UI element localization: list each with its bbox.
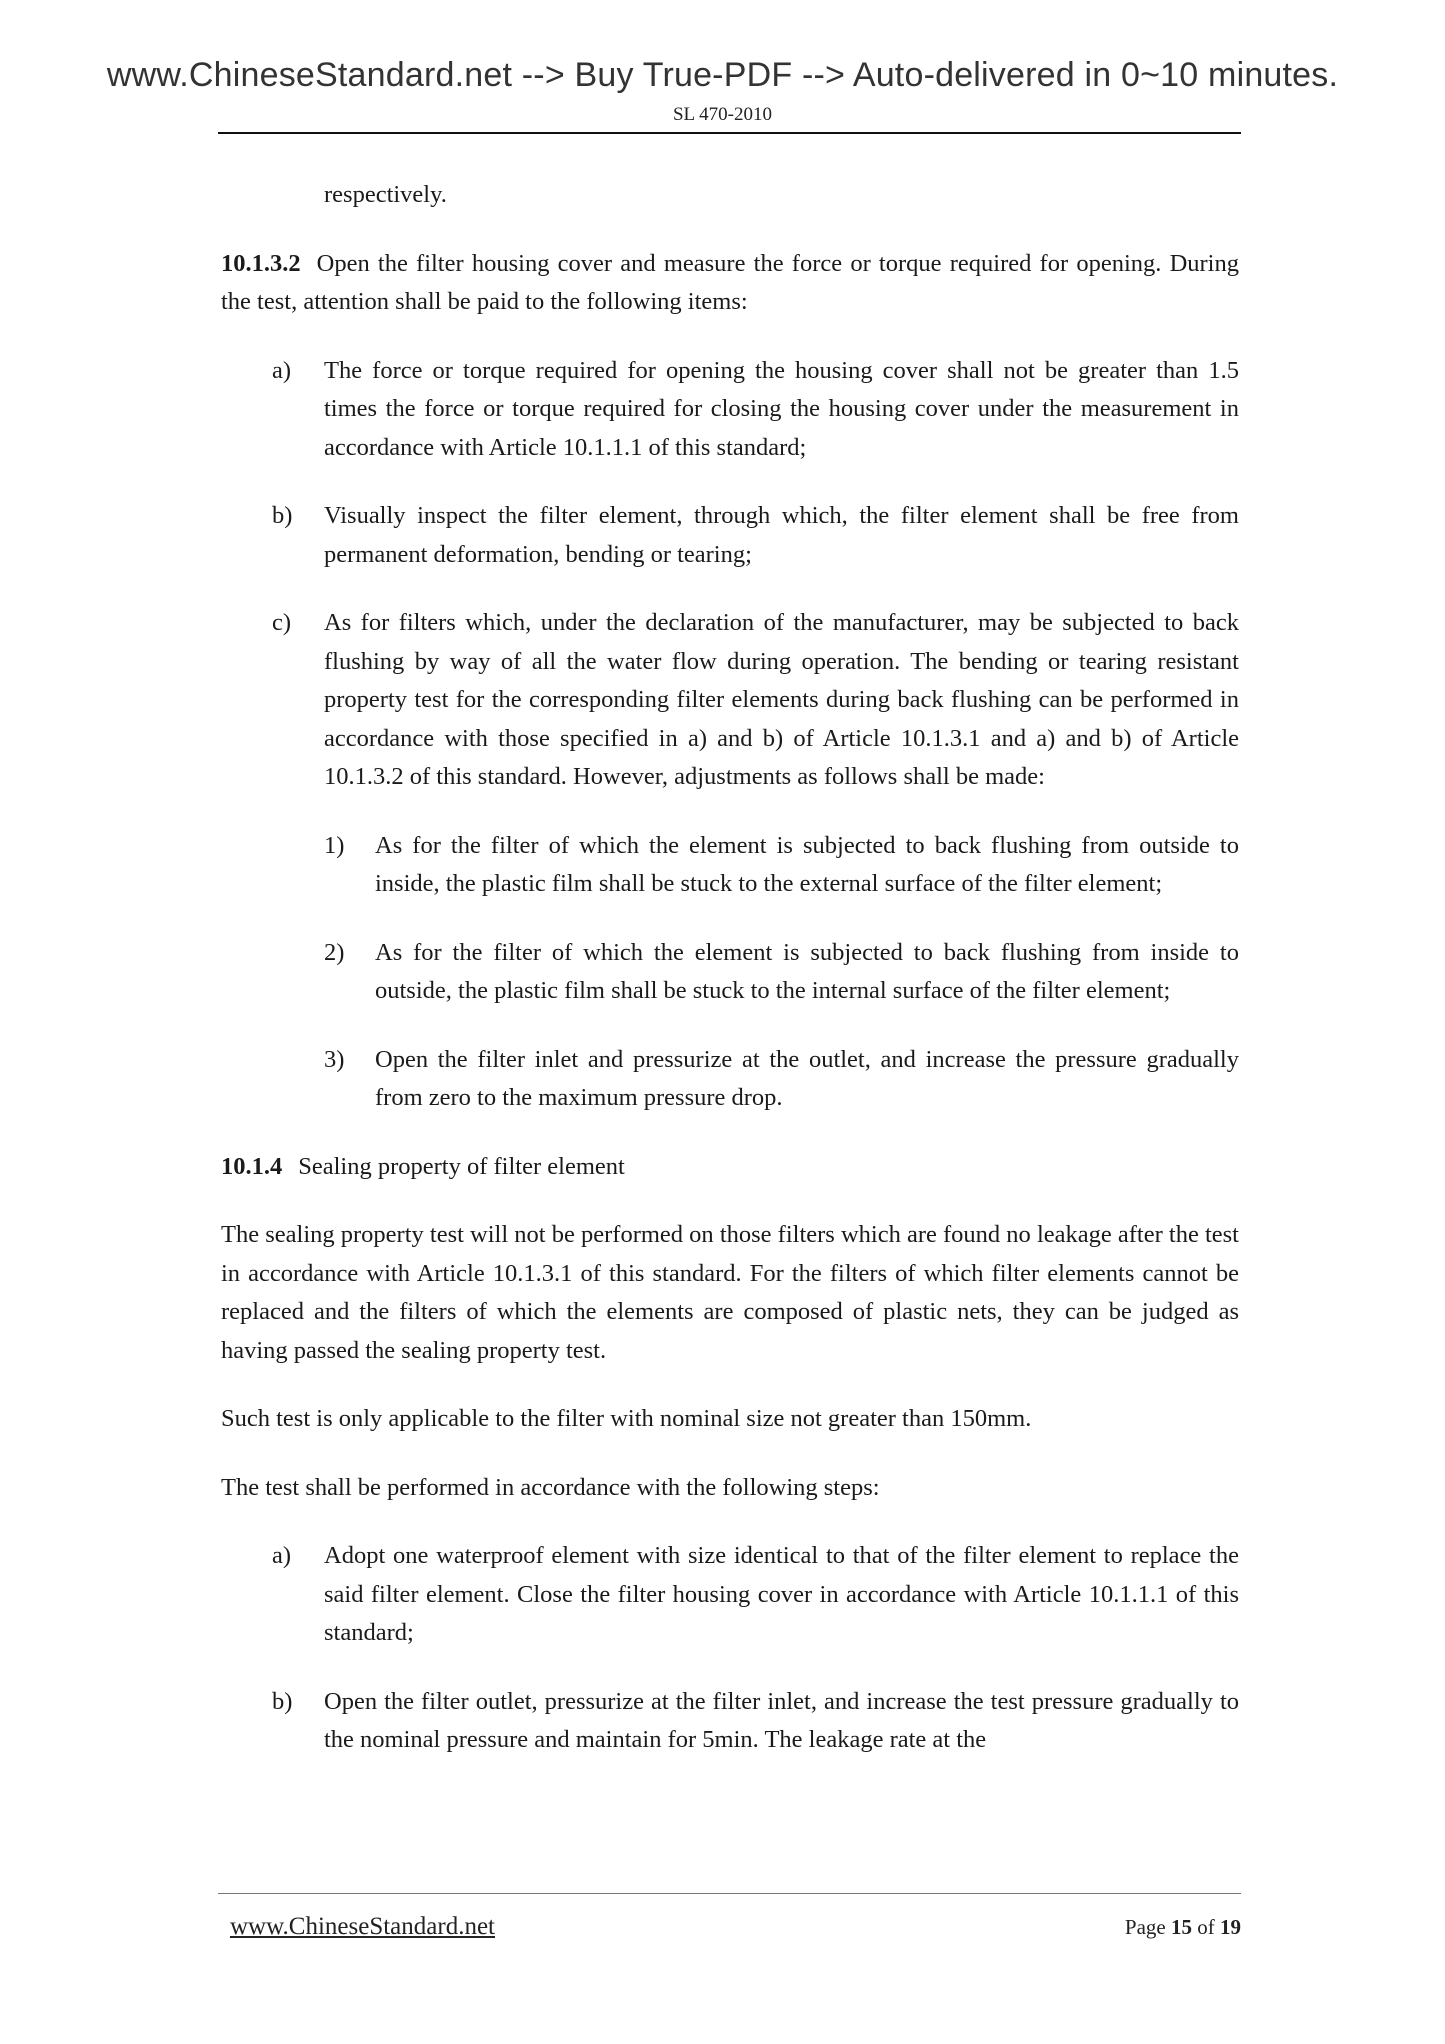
continuation-text: respectively. [324, 181, 447, 208]
list-marker: 1) [324, 831, 345, 859]
page-body [221, 176, 1239, 1790]
list-marker: b) [272, 1687, 293, 1715]
list-marker: 2) [324, 938, 345, 966]
list-item-text: As for the filter of which the element is subjected to back flushing from outside to inside, the plastic film shall be stuck to the external surface of the filter element; [375, 831, 1239, 897]
clause-10-1-3-2 [221, 245, 1239, 322]
paragraph: The sealing property test will not be performed on those filters which are found no leakage after the test in accordance with Article 10.1.3.1 of this standard. For the filters of which filter elements cannot be replaced and the filters of which the elements are composed of plastic nets, they can be judged as having passed the sealing property test. [221, 1221, 1239, 1364]
list-item-text: Open the filter outlet, pressurize at the filter inlet, and increase the test pressure gradually to the nominal pressure and maintain for 5min. The leakage rate at the [324, 1687, 1239, 1753]
sub-item-3 [221, 1041, 1239, 1118]
list-marker: b) [272, 502, 293, 529]
clause-title: Sealing property of filter element [298, 1152, 625, 1180]
list-item-text: The force or torque required for opening the housing cover shall not be greater than 1.5 times the force or torque required for closing the housing cover under the measurement in accordance with Article 10.1.1.1 of this standard; [324, 356, 1239, 461]
list-marker: c) [272, 609, 292, 636]
list-item-b [221, 497, 1239, 574]
clause-text: Open the filter housing cover and measure the force or torque required for opening. During the test, attention shall be paid to the following items: [221, 249, 1239, 315]
paragraph: The test shall be performed in accordance with the following steps: [221, 1473, 880, 1501]
header-divider [218, 132, 1241, 134]
list-item-a [221, 352, 1239, 468]
clause-10-1-4 [221, 1148, 1239, 1187]
step-item-a [221, 1537, 1239, 1653]
page-current: 15 [1171, 1915, 1192, 1939]
footer-site-link[interactable]: www.ChineseStandard.net [230, 1913, 495, 1940]
clause-number: 10.1.3.2 [221, 249, 301, 277]
list-marker: a) [272, 1542, 292, 1569]
paragraph: Such test is only applicable to the filter with nominal size not greater than 150mm. [221, 1405, 1032, 1432]
list-item-text: As for the filter of which the element is subjected to back flushing from inside to outside, the plastic film shall be stuck to the internal surface of the filter element; [375, 938, 1239, 1004]
list-item-text: Open the filter inlet and pressurize at the outlet, and increase the pressure gradually from zero to the maximum pressure drop. [375, 1045, 1239, 1111]
site-banner: www.ChineseStandard.net --> Buy True-PDF --> Auto-delivered in 0~10 minutes. [106, 56, 1339, 94]
page-total: 19 [1220, 1915, 1241, 1939]
list-item-text: Adopt one waterproof element with size identical to that of the filter element to replace the said filter element. Close the filter housing cover in accordance with Article 10.1.1.1 of this standard; [324, 1542, 1239, 1646]
footer-divider [218, 1893, 1241, 1894]
list-item-text: As for filters which, under the declaration of the manufacturer, may be subjected to back flushing by way of all the water flow during operation. The bending or tearing resistant property test for the corresponding filter elements during back flushing can be performed in accordance with those specified in a) and b) of Article 10.1.3.1 and a) and b) of Article 10.1.3.2 of this standard. However, adjustments as follows shall be made: [324, 609, 1239, 790]
list-marker: a) [272, 356, 292, 384]
page-word: Page [1124, 1915, 1166, 1939]
standard-number: SL 470-2010 [672, 104, 773, 125]
page-of: of [1197, 1915, 1215, 1939]
sub-item-2 [221, 934, 1239, 1011]
list-item-text: Visually inspect the filter element, through which, the filter element shall be free from permanent deformation, bending or tearing; [324, 502, 1239, 568]
step-item-b [221, 1683, 1239, 1760]
list-marker: 3) [324, 1045, 345, 1073]
page-number [1125, 1915, 1241, 1940]
clause-number: 10.1.4 [221, 1152, 283, 1180]
sub-item-1 [221, 827, 1239, 904]
list-item-c [221, 604, 1239, 797]
